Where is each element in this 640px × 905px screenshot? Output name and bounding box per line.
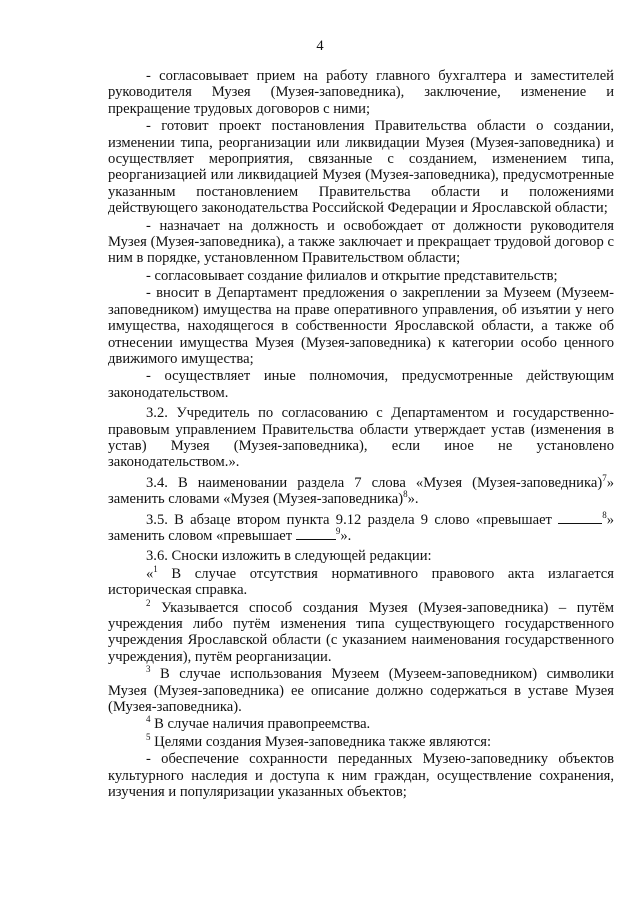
footnote-1 — [108, 563, 614, 599]
paragraph-3-4-part-a: 3.4. В наименовании раздела 7 слова «Музея (Музея-заповедника) — [146, 474, 603, 491]
footnote-4-text: В случае наличия правопреемства. — [150, 716, 371, 733]
paragraph-heritage: - обеспечение сохранности переданных Музею-заповеднику объектов культурного наследия и доступа к ним граждан, осуществление сохранения, изучения и популяризации указанных объектов; — [108, 751, 614, 801]
paragraph-3-4-part-b: » заменить словами «Музея (Музея-заповедника) — [108, 474, 614, 508]
footnote-4 — [108, 716, 614, 732]
footnote-ref-8: 8 — [403, 489, 408, 500]
footnote-5-marker: 5 — [146, 731, 151, 742]
footnote-4-marker: 4 — [146, 714, 151, 725]
paragraph-accountant: - согласовывает прием на работу главного бухгалтера и заместителей руководителя Музея (Музея-заповедника), заключение, изменение и прекращение трудовых договоров с ними; — [108, 68, 614, 117]
quote-mark: « — [146, 565, 154, 582]
footnote-ref-7: 7 — [602, 472, 607, 483]
footnote-3-marker: 3 — [146, 664, 151, 675]
footnote-2-marker: 2 — [146, 597, 151, 608]
paragraph-3-5-part-b: » заменить словом «превышает — [108, 511, 614, 544]
footnote-3-text: В случае использования Музеем (Музеем-заповедником) символики Музея (Музея-заповедника) ее описание должно содержаться в уставе Музея (Музея-заповедника). — [108, 666, 614, 716]
paragraph-3-6: 3.6. Сноски изложить в следующей редакции: — [146, 548, 432, 565]
document-body — [108, 68, 614, 801]
footnote-1-text: В случае отсутствия нормативного правового акта излагается историческая справка. — [108, 565, 614, 599]
footnote-1-marker: 1 — [153, 563, 158, 574]
paragraph-3-4-part-c: ». — [407, 491, 419, 508]
paragraph-property: - вносит в Департамент предложения о закреплении за Музеем (Музеем-заповедником) имущества на праве оперативного управления, об изъятии у него имущества, находящегося в собственности Ярославской области, а также об отнесении имущества Музея (Музея-заповедника) к категории особо ценного движимого имущества; — [108, 285, 614, 367]
paragraph-other-powers: - осуществляет иные полномочия, предусмотренные действующим законодательством. — [108, 368, 614, 401]
footnote-2 — [108, 597, 614, 666]
paragraph-3-5-part-a: 3.5. В абзаце втором пункта 9.12 раздела 9 слово «превышает — [146, 511, 559, 528]
footnote-2-text: Указывается способ создания Музея (Музея-заповедника) – путём учреждения либо путём изменения типа существующего государственного учреждения Ярославской области (с указанием наименования государственного учреждения), путём реорганизации. — [108, 599, 614, 665]
footnote-3 — [108, 666, 614, 715]
footnote-5-text: Целями создания Музея-заповедника также являются: — [150, 733, 492, 750]
paragraph-branches: - согласовывает создание филиалов и открытие представительств; — [146, 267, 558, 284]
blank-line — [296, 528, 336, 540]
paragraph-3-4 — [108, 472, 614, 508]
footnote-ref-9: 9 — [335, 526, 341, 537]
paragraph-draft-resolution: - готовит проект постановления Правительства области о создании, изменении типа, реорганизации или ликвидации Музея (Музея-заповедника) и осуществляет мероприятия, связанные с созданием, изменением типа, реорганизацией или ликвидацией Музея (Музея-заповедника), предусмотренные указанным постановлением Правительства области и положениями действующего законодательства Российской Федерации и Ярославской области; — [108, 118, 614, 217]
paragraph-3-5-part-c: ». — [340, 527, 352, 544]
paragraph-appoint-director: - назначает на должность и освобождает от должности руководителя Музея (Музея-заповедника), а также заключает и прекращает трудовой договор с ним в порядке, установленном Правительством области; — [108, 217, 614, 267]
page-number: 4 — [316, 38, 324, 54]
footnote-ref-8b: 8 — [602, 509, 607, 520]
paragraph-3-2: 3.2. Учредитель по согласованию с Департаментом и государственно-правовым управлением Правительства области утверждает устав (изменения в устав) Музея (Музея-заповедника), если иное не установлено законодательством.». — [108, 405, 614, 471]
paragraph-3-5 — [108, 509, 614, 545]
footnote-5 — [108, 731, 614, 750]
blank-line — [558, 512, 602, 524]
